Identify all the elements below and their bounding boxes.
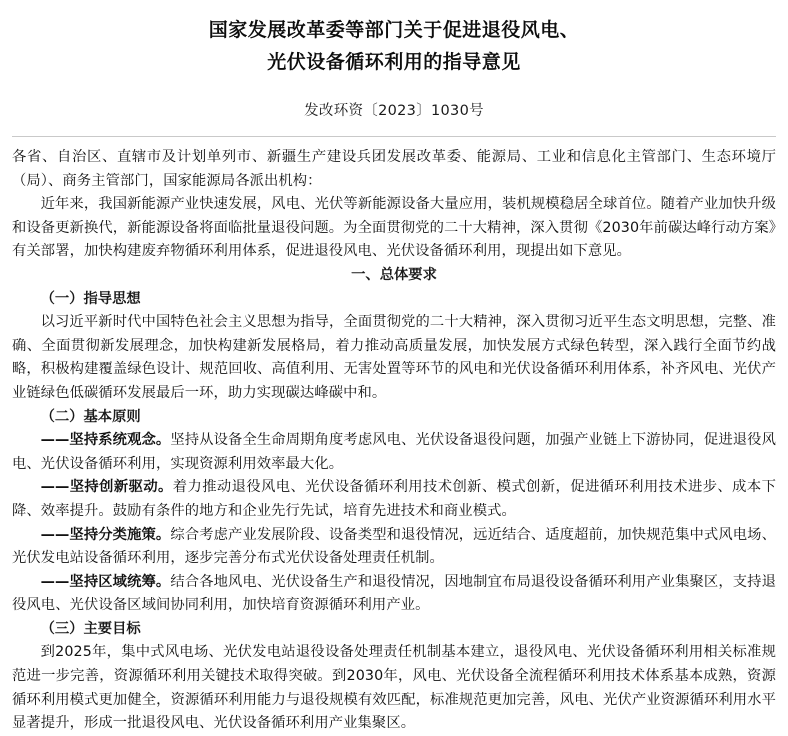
page-title-line-2: 光伏设备循环利用的指导意见 — [267, 51, 521, 73]
principle-lead-3: ——坚持分类施策。 — [40, 526, 171, 543]
header-divider — [12, 136, 776, 137]
section-heading-1: 一、总体要求 — [351, 266, 437, 283]
principle-lead-4: ——坚持区域统筹。 — [40, 573, 171, 590]
principle-lead-2: ——坚持创新驱动。 — [40, 479, 173, 496]
principle-item-2 — [12, 476, 776, 523]
document-number: 发改环资〔2023〕1030号 — [304, 103, 484, 119]
recipients-paragraph: 各省、自治区、直辖市及计划单列市、新疆生产建设兵团发展改革委、能源局、工业和信息化主管部门、生态环境厅（局）、商务主管部门，国家能源局各派出机构： — [12, 149, 776, 189]
subsection-heading-1-2: （二）基本原则 — [40, 408, 141, 425]
principle-text-3: 综合考虑产业发展阶段、设备类型和退役情况，远近结合、适度超前，加快规范集中式风电场、光伏发电站设备循环利用，逐步完善分布式光伏设备处理责任机制。 — [12, 526, 776, 567]
principle-text-2: 着力推动退役风电、光伏设备循环利用技术创新、模式创新，促进循环利用技术进步、成本下降、效率提升。鼓励有条件的地方和企业先行先试，培育先进技术和商业模式。 — [12, 479, 776, 519]
subsection-heading-1-3: （三）主要目标 — [40, 620, 141, 637]
preface-paragraph: 近年来，我国新能源产业快速发展，风电、光伏等新能源设备大量应用，装机规模稳居全球首位。随着产业加快升级和设备更新换代，新能源设备将面临批量退役问题。为全面贯彻党的二十大精神，深入贯彻《2030年前碳达峰行动方案》有关部署，加快构建废弃物循环利用体系，促进退役风电、光伏设备循环利用，现提出如下意见。 — [12, 196, 776, 260]
subsection-heading-1-1: （一）指导思想 — [40, 290, 141, 307]
page-title — [12, 0, 776, 78]
principle-item-4 — [12, 571, 776, 618]
principle-item-3 — [12, 524, 776, 571]
principle-text-1: 坚持从设备全生命周期角度考虑风电、光伏设备退役问题，加强产业链上下游协同，促进退役风电、光伏设备循环利用，实现资源利用效率最大化。 — [12, 432, 776, 472]
subsection-1-3-paragraph: 到2025年，集中式风电场、光伏发电站退役设备处理责任机制基本建立，退役风电、光伏设备循环利用相关标准规范进一步完善，资源循环利用关键技术取得突破。到2030年，风电、光伏设备全流程循环利用技术体系基本成熟，资源循环利用模式更加健全，资源循环利用能力与退役规模有效匹配，标准规范更加完善，风电、光伏产业资源循环利用水平显著提升，形成一批退役风电、光伏设备循环利用产业集聚区。 — [12, 644, 776, 732]
principle-item-1 — [12, 429, 776, 476]
principle-lead-1: ——坚持系统观念。 — [40, 432, 171, 449]
subsection-1-1-paragraph: 以习近平新时代中国特色社会主义思想为指导，全面贯彻党的二十大精神，深入贯彻习近平生态文明思想，完整、准确、全面贯彻新发展理念，加快构建新发展格局，着力推动高质量发展，加快发展方式绿色转型，深入践行全面节约战略，积极构建覆盖绿色设计、规范回收、高值利用、无害处置等环节的风电和光伏设备循环利用体系，补齐风电、光伏产业链绿色低碳循环发展最后一环，助力实现碳达峰碳中和。 — [12, 314, 776, 401]
principle-text-4: 结合各地风电、光伏设备生产和退役情况，因地制宜布局退役设备循环利用产业集聚区，支持退役风电、光伏设备区域间协同利用，加快培育资源循环利用产业。 — [12, 573, 776, 614]
page-title-line-1: 国家发展改革委等部门关于促进退役风电、 — [208, 19, 580, 41]
